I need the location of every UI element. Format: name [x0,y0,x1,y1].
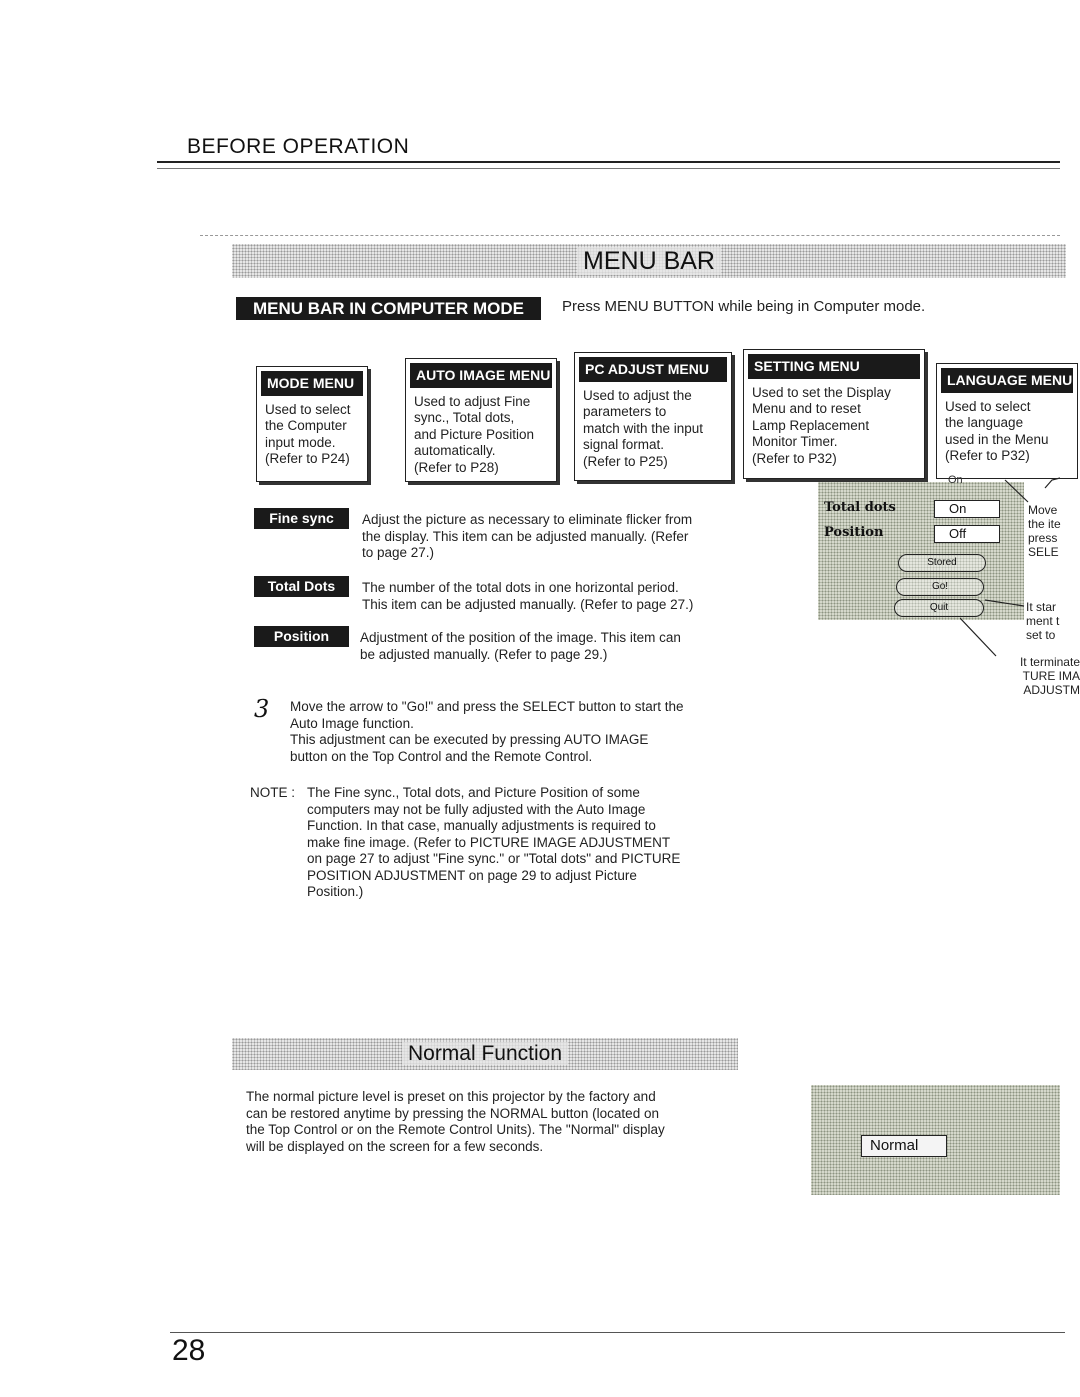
setting-menu-title: SETTING MENU [748,354,920,379]
position-text: Adjustment of the position of the image. This item can be adjusted manually. (Refer to page 29.) [360,630,681,662]
language-menu-title: LANGUAGE MENU [941,368,1073,393]
note-prefix: NOTE : [250,785,296,800]
side-note-move: Move the ite press SELE [1028,503,1061,559]
position-tag: Position [254,626,349,647]
side-note-start: It star ment t set to [1026,600,1060,642]
header-rule [157,161,1060,163]
page-number: 28 [172,1334,206,1367]
total-dots-row-value: On [934,500,1000,518]
total-dots-row-label: Total dots [824,500,896,515]
setting-menu-box [743,349,925,479]
auto-image-menu-text: Used to adjust Fine sync., Total dots, and Picture Position automatically. (Refer to P28) [414,393,535,475]
side-note-terminate: It terminate TURE IMA ADJUSTM [1019,655,1080,697]
mode-menu-title: MODE MENU [261,371,363,396]
menu-bar-banner [232,244,1066,278]
header-rule-thin [157,168,1060,169]
note-text: The Fine sync., Total dots, and Picture Position of some computers may not be fully adjusted with the Auto Image Function. In that case, manually adjustments is required to make fine image. (Refer to PICTURE IMAGE ADJUSTMENT on page 27 to adjust "Fine sync." or "Total dots" and PICTURE POSITION ADJUSTMENT on page 29 to adjust Picture Position.) [307,785,681,899]
total-dots-text: The number of the total dots in one horizontal period. This item can be adjusted manually. (Refer to page 27.) [362,580,694,612]
pc-adjust-menu-box [574,352,732,481]
menu-instruction: Press MENU BUTTON while being in Computer mode. [562,298,926,315]
computer-mode-tag: MENU BAR IN COMPUTER MODE [236,297,541,320]
go-button[interactable]: Go! [896,578,984,596]
position-row-value: Off [934,525,1000,543]
language-menu-box [936,363,1078,479]
menu-bar-title: MENU BAR [577,247,721,275]
normal-display-label: Normal [861,1135,947,1157]
dashed-rule [200,235,1060,236]
setting-menu-text: Used to set the Display Menu and to reset Lamp Replacement Monitor Timer. (Refer to P32) [752,384,891,466]
step-3-text: Move the arrow to "Go!" and press the SELECT button to start the Auto Image function. This adjustment can be executed by pressing AUTO IMAGE button on the Top Control and the Remote Control. [290,699,684,764]
footer-rule [170,1332,1065,1333]
normal-function-text: The normal picture level is preset on this projector by the factory and can be restored anytime by pressing the NORMAL button (located on the Top Control or on the Remote Control Units). The "Normal" display will be displayed on the screen for a few seconds. [246,1089,665,1154]
fine-sync-text: Adjust the picture as necessary to eliminate flicker from the display. This item can be adjusted manually. (Refer to page 27.) [362,512,693,560]
position-row-label: Position [824,525,884,540]
step-number: 3 [254,695,270,723]
mode-menu-text: Used to select the Computer input mode. (Refer to P24) [265,401,351,466]
normal-function-title: Normal Function [402,1042,568,1065]
panel-top-fragment: On [948,474,963,486]
section-title: BEFORE OPERATION [187,135,410,158]
quit-button[interactable]: Quit [894,599,984,617]
language-menu-text: Used to select the language used in the Menu (Refer to P32) [945,398,1049,463]
normal-function-banner [232,1038,738,1070]
auto-image-menu-title: AUTO IMAGE MENU [410,363,552,388]
pc-adjust-menu-text: Used to adjust the parameters to match with the input signal format. (Refer to P25) [583,387,704,469]
pc-adjust-menu-title: PC ADJUST MENU [579,357,727,382]
auto-image-menu-box [405,358,557,482]
fine-sync-tag: Fine sync [254,508,349,529]
normal-display-screen [811,1085,1060,1195]
mode-menu-box [256,366,368,482]
stored-button[interactable]: Stored [898,554,986,572]
total-dots-tag: Total Dots [254,576,349,597]
